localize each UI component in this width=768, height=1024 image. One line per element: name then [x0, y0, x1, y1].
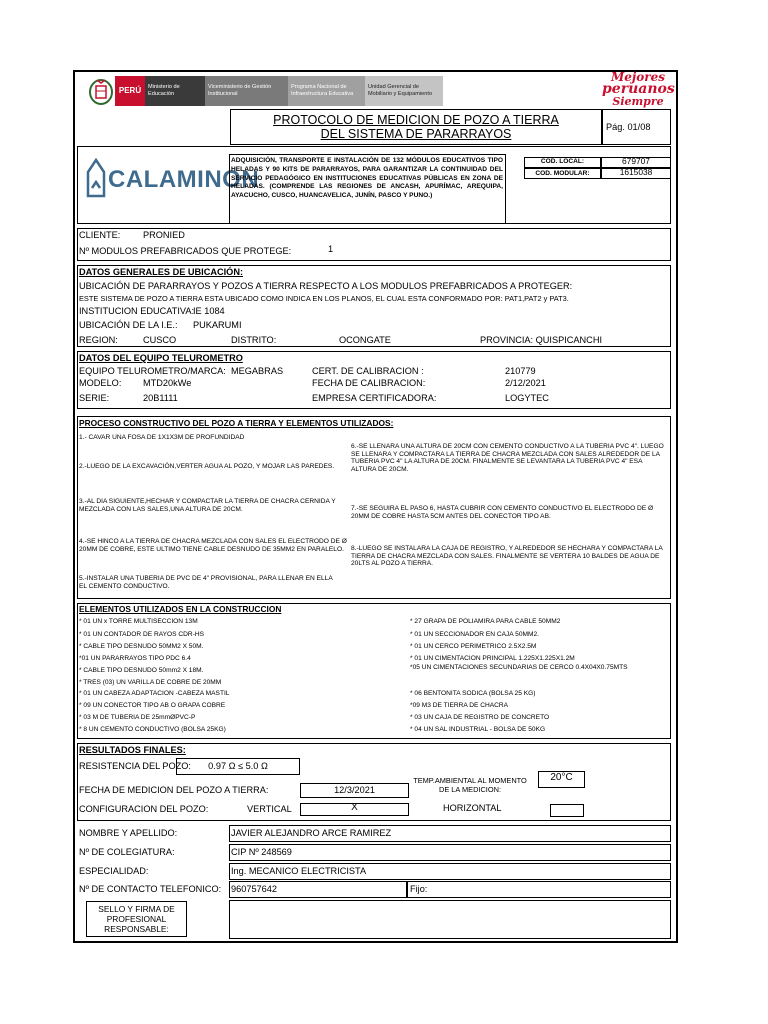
modules-value: 1 [328, 244, 334, 254]
process-step-4: 4.-SE HINCO A LA TIERRA DE CHACRA MEZCLADA CON SALES EL ELECTRODO DE Ø 20MM DE COBRE, ESTE ULTIMO TIENE CABLE DESNUDO DE 35MM2 EN PARALELO. [79, 538, 347, 553]
process-step-5: 5.-INSTALAR UNA TUBERIA DE PVC DE 4" PROVISIONAL, PARA LLENAR EN ELLA EL CEMENTO CONDUCTIVO. [79, 575, 333, 590]
location-line-1: UBICACIÓN DE PARARRAYOS Y POZOS A TIERRA RESPECTO A LOS MODULOS PREFABRICADOS A PROTEGER: [79, 281, 573, 291]
empresa-value: LOGYTEC [505, 393, 549, 403]
element-right-7: *09 M3 DE TIERRA DE CHACRA [410, 702, 509, 709]
location-line-2: ESTE SISTEMA DE POZO A TIERRA ESTA UBICADO COMO INDICA EN LOS PLANOS, EL CUAL ESTA CONFORMADO POR: PAT1,PAT2 y PAT3. [79, 294, 569, 303]
cod-modular-label: COD. MODULAR: [535, 170, 590, 177]
especialidad-label: ESPECIALIDAD: [79, 866, 149, 876]
element-right-8: * 03 UN CAJA DE REGISTRO DE CONCRETO [410, 714, 550, 721]
serie-value: 20B1111 [143, 393, 178, 403]
marca-label: EQUIPO TELUROMETRO/MARCA: [79, 366, 226, 376]
vertical-label: VERTICAL [247, 804, 292, 814]
signature-box [229, 900, 671, 939]
equipment-heading: DATOS DEL EQUIPO TELUROMETRO [79, 353, 243, 363]
element-right-4: * 01 UN CIMENTACION PRINCIPAL 1.225X1.225X1.2M [410, 655, 575, 662]
modelo-label: MODELO: [79, 378, 122, 388]
element-right-9: * 04 UN SAL INDUSTRIAL - BOLSA DE 50KG [410, 726, 546, 733]
region-value: CUSCO [143, 335, 177, 345]
page-number: Pág. 01/08 [606, 122, 651, 132]
ie-label: INSTITUCION EDUCATIVA: [79, 306, 195, 316]
slogan-logo: Mejores peruanos Siempre [602, 70, 675, 108]
resistencia-label: RESISTENCIA DEL POZO: [79, 761, 191, 771]
element-right-1: * 27 GRAPA DE POLIAMIRA PARA CABLE 50MM2 [410, 618, 561, 625]
process-step-1: 1.- CAVAR UNA FOSA DE 1X1X3M DE PROFUNDIDAD [79, 434, 245, 441]
process-step-3: 3.-AL DIA SIGUIENTE,HECHAR Y COMPACTAR LA TIERRA DE CHACRA CERNIDA Y MEZCLADA CON LAS SALES,UNA ALTURA DE 20CM. [79, 498, 336, 513]
elements-heading: ELEMENTOS UTILIZADOS EN LA CONSTRUCCION [79, 604, 282, 614]
colegiatura-box [229, 844, 671, 861]
temp-label: TEMP.AMBIENTAL AL MOMENTO DE LA MEDICION: [413, 776, 527, 794]
location-heading: DATOS GENERALES DE UBICACIÓN: [79, 267, 244, 277]
fecha-cal-value: 2/12/2021 [505, 378, 546, 388]
escudo-icon [88, 77, 114, 106]
horizontal-label: HORIZONTAL [443, 803, 502, 813]
element-right-3: * 01 UN CERCO PERIMETRICO 2.5X2.5M [410, 643, 537, 650]
results-heading: RESULTADOS FINALES: [79, 745, 186, 755]
element-left-5: * CABLE TIPO DESNUDO 50mm2 X 18M. [79, 667, 204, 674]
fecha-label: FECHA DE MEDICION DEL POZO A TIERRA: [79, 785, 269, 795]
viceministerio-logo: Viceministerio de Gestión Institucional [205, 76, 288, 106]
serie-label: SERIE: [79, 393, 110, 403]
resistencia-value: 0.97 Ω ≤ 5.0 Ω [208, 761, 268, 771]
element-right-5: *05 UN CIMENTACIONES SECUNDARIAS DE CERCO 0.4X04X0.75MTS [410, 664, 628, 671]
process-step-7: 7.-SE SEGUIRA EL PASO 6, HASTA CUBRIR CON CEMENTO CONDUCTIVO EL ELECTRODO DE Ø 20MM DE COBRE HASTA 5CM ANTES DEL CONECTOR TIPO AB. [351, 505, 654, 520]
unidad-logo: Unidad Gerencial de Mobiliario y Equipamiento [365, 76, 443, 106]
config-label: CONFIGURACION DEL POZO: [79, 804, 209, 814]
title-line-1: PROTOCOLO DE MEDICION DE POZO A TIERRA [273, 113, 559, 127]
peru-logo: PERÚ [115, 76, 145, 106]
programa-logo: Programa Nacional de Infraestructura Educativa [288, 76, 365, 106]
contacto-value: 960757642 [231, 884, 277, 894]
element-left-3: * CABLE TIPO DESNUDO 50MM2 X 50M. [79, 643, 204, 650]
element-left-8: * 09 UN CONECTOR TIPO AB O GRAPA COBRE [79, 702, 226, 709]
ubicacion-label: UBICACIÓN DE LA I.E.: [79, 320, 178, 330]
element-left-6: * TRES (03) UN VARILLA DE COBRE DE 20MM [79, 679, 222, 686]
process-step-8: 8.-LUEGO SE INSTALARA LA CAJA DE REGISTRO, Y ALREDEDOR SE HECHARA Y COMPACTARA LA TIERRA DE CHACRA MEZCLADA CON SALES. FINALMENTE SE VERTERA 10 BALDES DE AGUA DE 20LTS AL POZO A TIERRA. [351, 545, 663, 568]
element-left-9: * 03 M DE TUBERIA DE 25mmØPVC-P [79, 714, 196, 721]
provincia: PROVINCIA: QUISPICANCHI [480, 335, 603, 345]
element-right-2: * 01 UN SECCIONADOR EN CAJA 50MM2. [410, 631, 539, 638]
cod-modular-value: 1615038 [619, 167, 653, 177]
distrito-label: DISTRITO: [231, 335, 277, 345]
title-line-2: DEL SISTEMA DE PARARRAYOS [320, 127, 512, 141]
ministerio-logo: Ministerio de Educación [145, 76, 205, 106]
cod-local-value: 679707 [622, 156, 650, 166]
process-step-6: 6.-SE LLENARA UNA ALTURA DE 20CM CON CEMENTO CONDUCTIVO A LA TUBERIA PVC 4". LUEGO SE LLENARA Y COMPACTARA LA TIERRA DE CHACRA MEZCLADA CON SALES ALREDEDOR DE LA TUBERIA PVC 4" LA ALTURA DE 20CM. FINALMENTE SE LEVANTARA LA TUBERIA PVC 4" ESA ALTURA DE 20CM. [351, 443, 664, 473]
process-step-2: 2.-LUEGO DE LA EXCAVACIÓN,VERTER AGUA AL POZO, Y MOJAR LAS PAREDES. [79, 463, 335, 470]
nombre-label: NOMBRE Y APELLIDO: [79, 828, 178, 838]
temp-value: 20°C [550, 772, 573, 783]
client-label: CLIENTE: [79, 230, 121, 240]
especialidad-value: Ing. MECANICO ELECTRICISTA [231, 866, 367, 876]
empresa-label: EMPRESA CERTIFICADORA: [312, 393, 437, 403]
cert-label: CERT. DE CALIBRACION : [312, 366, 424, 376]
element-left-2: * 01 UN CONTADOR DE RAYOS CDR-HS [79, 631, 205, 638]
client-value: PRONIED [143, 230, 185, 240]
fecha-value: 12/3/2021 [334, 785, 375, 795]
ubicacion-value: PUKARUMI [193, 320, 242, 330]
distrito-value: OCONGATE [339, 335, 391, 345]
fijo-label: Fijo: [410, 884, 428, 894]
sello-label: SELLO Y FIRMA DE PROFESIONAL RESPONSABLE: [98, 904, 175, 935]
ie-value: IE 1084 [193, 306, 225, 316]
project-description: ADQUISICIÓN, TRANSPORTE E INSTALACIÓN DE 132 MÓDULOS EDUCATIVOS TIPO HELADAS Y 90 KITS DE PARARRAYOS, PARA GARANTIZAR LA CONTINUIDAD DEL SERVICIO PEDAGÓGICO EN INSTITUCIONES EDUCATIVAS PÚBLICAS EN ZONA DE HELADAS. (COMPRENDE LAS REGIONES DE ANCASH, APURÍMAC, AREQUIPA, AYACUCHO, CUSCO, HUANCAVELICA, JUNÍN, PASCO Y PUNO.) [231, 157, 503, 200]
cod-local-label: COD. LOCAL: [540, 158, 585, 165]
element-right-6: * 06 BENTONITA SODICA (BOLSA 25 KG) [410, 690, 536, 697]
element-left-7: * 01 UN CABEZA ADAPTACION -CABEZA MASTIL [79, 690, 230, 697]
calaminon-logo-icon [86, 158, 106, 200]
process-heading: PROCESO CONSTRUCTIVO DEL POZO A TIERRA Y ELEMENTOS UTILIZADOS: [79, 418, 394, 428]
nombre-value: JAVIER ALEJANDRO ARCE RAMIREZ [231, 828, 392, 838]
horizontal-checkbox [550, 804, 584, 817]
element-left-4: *01 UN PARARRAYOS TIPO PDC 6.4 [79, 655, 191, 662]
region-label: REGION: [79, 335, 118, 345]
company-name: CALAMINON [108, 166, 260, 193]
element-left-1: * 01 UN x TORRE MULTISECCION 13M [79, 618, 198, 625]
cert-value: 210779 [505, 366, 536, 376]
colegiatura-value: CIP Nº 248569 [231, 847, 292, 857]
marca-value: MEGABRAS [231, 366, 284, 376]
modelo-value: MTD20kWe [143, 378, 192, 388]
modules-label: Nº MODULOS PREFABRICADOS QUE PROTEGE: [79, 246, 292, 256]
vertical-mark: X [351, 802, 358, 813]
fijo-box [407, 881, 671, 898]
contacto-label: Nº DE CONTACTO TELEFONICO: [79, 884, 222, 894]
element-left-10: * 8 UN CEMENTO CONDUCTIVO (BOLSA 25KG) [79, 726, 226, 733]
fecha-cal-label: FECHA DE CALIBRACION: [312, 378, 426, 388]
colegiatura-label: Nº DE COLEGIATURA: [79, 847, 175, 857]
